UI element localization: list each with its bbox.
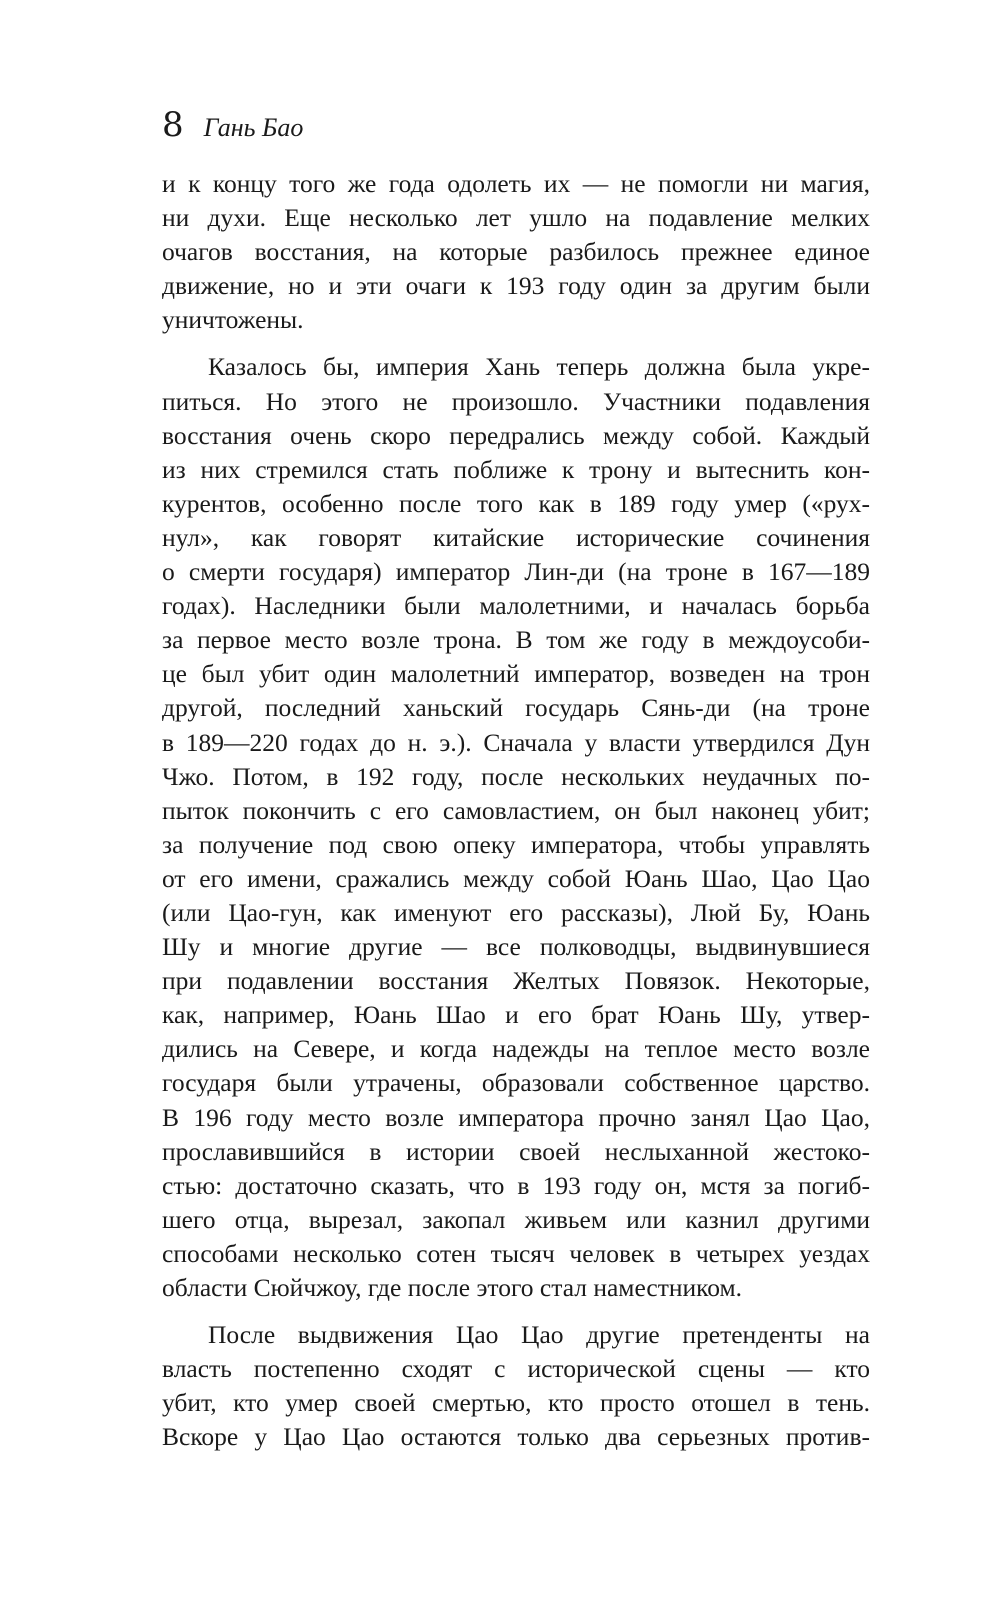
paragraph-1 xyxy=(162,167,870,337)
text-line: власть постепенно сходят с исторической сцены — кто xyxy=(162,1354,870,1384)
text-line: способами несколько сотен тысяч человек в четырех уездах xyxy=(162,1238,870,1268)
text-line: После выдвижения Цао Цао другие претенденты на xyxy=(208,1320,870,1350)
text-line: очагов восстания, на которые разбилось прежнее единое xyxy=(162,237,870,267)
paragraph-3 xyxy=(162,1318,870,1454)
text-line: прославившийся в истории своей неслыханной жестоко- xyxy=(162,1136,870,1166)
body-text xyxy=(162,167,870,1454)
text-line: стью: достаточно сказать, что в 193 году он, мстя за погиб- xyxy=(162,1170,870,1200)
text-line: Вскоре у Цао Цао остаются только два серьезных против- xyxy=(162,1422,870,1452)
text-line: за получение под свою опеку императора, чтобы управлять xyxy=(162,829,870,859)
text-line: дились на Севере, и когда надежды на теплое место возле xyxy=(162,1034,870,1064)
text-line: за первое место возле трона. В том же году в междоусоби- xyxy=(162,625,870,655)
text-line: курентов, особенно после того как в 189 году умер («рух- xyxy=(162,488,870,518)
running-head xyxy=(162,105,304,145)
text-line: восстания очень скоро передрались между собой. Каждый xyxy=(162,420,870,450)
text-line: как, например, Юань Шао и его брат Юань Шу, утвер- xyxy=(162,1000,870,1030)
text-line: Шу и многие другие — все полководцы, выдвинувшиеся xyxy=(162,932,870,962)
text-line: пыток покончить с его самовластием, он был наконец убит; xyxy=(162,795,870,825)
page-number: 8 xyxy=(162,105,184,145)
text-line: области Сюйчжоу, где после этого стал наместником. xyxy=(162,1273,743,1302)
running-title: Гань Бао xyxy=(203,113,304,142)
text-line: шего отца, вырезал, закопал живьем или казнил другими xyxy=(162,1204,870,1234)
text-line: государя были утрачены, образовали собственное царство. xyxy=(162,1068,870,1098)
text-line: Казалось бы, империя Хань теперь должна была укре- xyxy=(208,352,870,382)
text-line: от его имени, сражались между собой Юань Шао, Цао Цао xyxy=(162,863,870,893)
text-line: в 189—220 годах до н. э.). Сначала у власти утвердился Дун xyxy=(162,727,870,757)
text-line: при подавлении восстания Желтых Повязок. Некоторые, xyxy=(162,966,870,996)
paragraph-2 xyxy=(162,350,870,1305)
text-line: о смерти государя) император Лин-ди (на троне в 167—189 xyxy=(162,557,870,587)
text-line: (или Цао-гун, как именуют его рассказы), Люй Бу, Юань xyxy=(162,897,870,927)
text-line: другой, последний ханьский государь Сянь-ди (на троне xyxy=(162,693,870,723)
text-line: ни духи. Еще несколько лет ушло на подавление мелких xyxy=(162,203,870,233)
text-line: В 196 году место возле императора прочно занял Цао Цао, xyxy=(162,1102,870,1132)
text-line: движение, но и эти очаги к 193 году один за другим были xyxy=(162,271,870,301)
text-line: годах). Наследники были малолетними, и началась борьба xyxy=(162,591,870,621)
text-line: нул», как говорят китайские исторические сочинения xyxy=(162,522,870,552)
text-line: из них стремился стать поближе к трону и вытеснить кон- xyxy=(162,454,870,484)
text-line: Чжо. Потом, в 192 году, после нескольких неудачных по- xyxy=(162,761,870,791)
text-line: уничтожены. xyxy=(162,305,304,335)
text-line: убит, кто умер своей смертью, кто просто отошел в тень. xyxy=(162,1388,870,1418)
book-page xyxy=(162,0,870,1616)
text-line: и к концу того же года одолеть их — не помогли ни магия, xyxy=(162,169,870,198)
text-line: це был убит один малолетний император, возведен на трон xyxy=(162,659,870,689)
text-line: питься. Но этого не произошло. Участники подавления xyxy=(162,386,870,416)
